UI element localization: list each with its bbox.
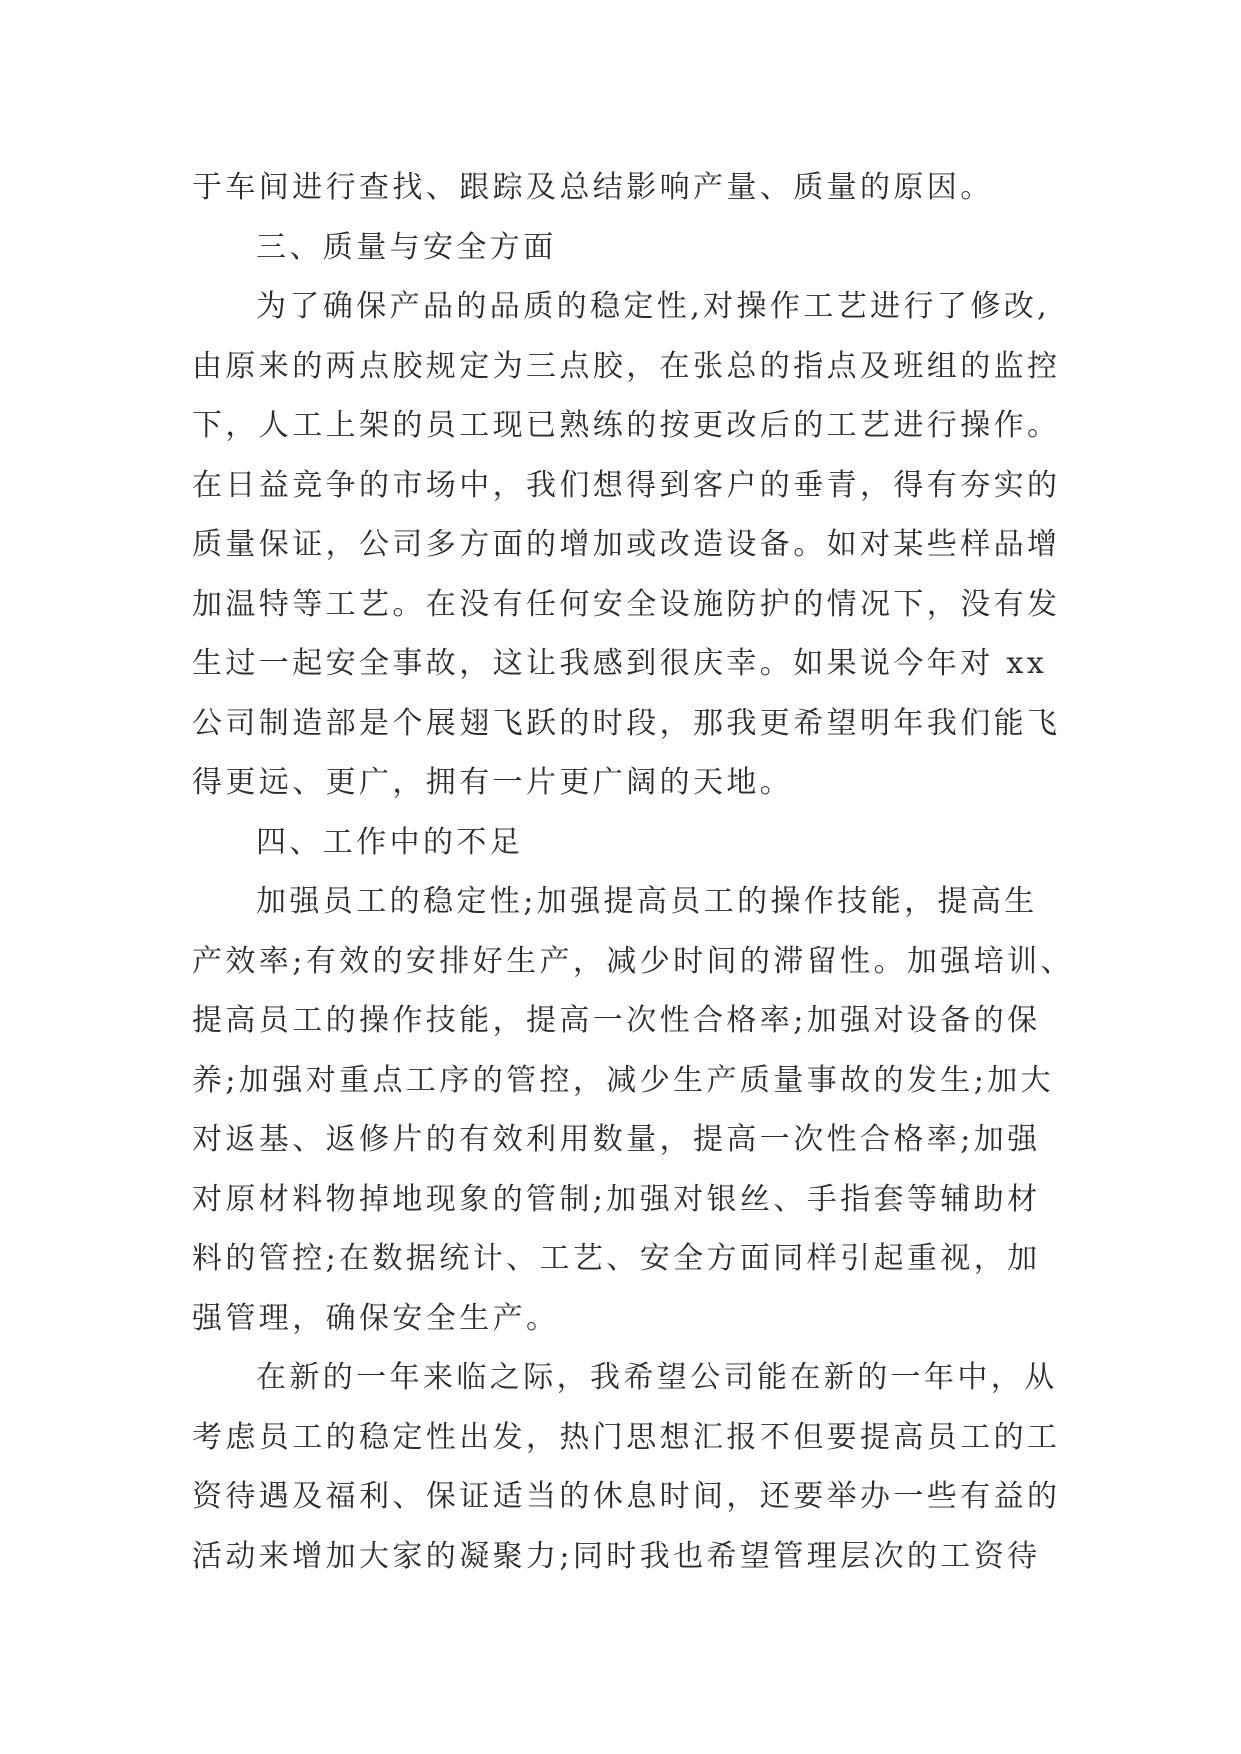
text-line: 产效率;有效的安排好生产，减少时间的滞留性。加强培训、 [192,943,1074,979]
text-line: 在日益竞争的市场中，我们想得到客户的垂青，得有夯实的 [192,467,1061,503]
text-line: 加温特等工艺。在没有任何安全设施防护的情况下，没有发 [192,586,1061,622]
text-line: 质量保证，公司多方面的增加或改造设备。如对某些样品增 [192,527,1061,562]
document-body [192,158,1072,1586]
text-line: 由原来的两点胶规定为三点胶，在张总的指点及班组的监控 [192,348,1061,384]
text-line: 为了确保产品的品质的稳定性,对操作工艺进行了修改, [256,289,1051,324]
text-line: 得更远、更广，拥有一片更广阔的天地。 [192,765,794,800]
text-line: 四、工作中的不足 [256,824,524,860]
text-line: 活动来增加大家的凝聚力;同时我也希望管理层次的工资待 [192,1538,1041,1574]
text-line: 三、质量与安全方面 [256,229,557,265]
text-line: 资待遇及福利、保证适当的休息时间，还要举办一些有益的 [192,1479,1061,1514]
text-line: 于车间进行查找、跟踪及总结影响产量、质量的原因。 [192,170,994,205]
text-line: 料的管控;在数据统计、工艺、安全方面同样引起重视，加 [192,1241,1041,1276]
text-line: 考虑员工的稳定性出发，热门思想汇报不但要提高员工的工 [192,1419,1061,1455]
text-line: 对原材料物掉地现象的管制;加强对银丝、手指套等辅助材 [192,1181,1041,1217]
text-line: 加强员工的稳定性;加强提高员工的操作技能，提高生 [256,884,1038,919]
text-line: 在新的一年来临之际，我希望公司能在新的一年中，从 [256,1360,1058,1395]
text-line: 生过一起安全事故，这让我感到很庆幸。如果说今年对 xx [192,646,1048,681]
text-line: 对返基、返修片的有效利用数量，提高一次性合格率;加强 [192,1122,1041,1157]
text-line: 提高员工的操作技能，提高一次性合格率;加强对设备的保 [192,1003,1041,1038]
text-line: 养;加强对重点工序的管控，减少生产质量事故的发生;加大 [192,1062,1055,1098]
text-line: 强管理，确保安全生产。 [192,1300,560,1336]
text-line: 公司制造部是个展翅飞跃的时段，那我更希望明年我们能飞 [192,705,1061,741]
text-line: 下，人工上架的员工现已熟练的按更改后的工艺进行操作。 [192,408,1061,443]
